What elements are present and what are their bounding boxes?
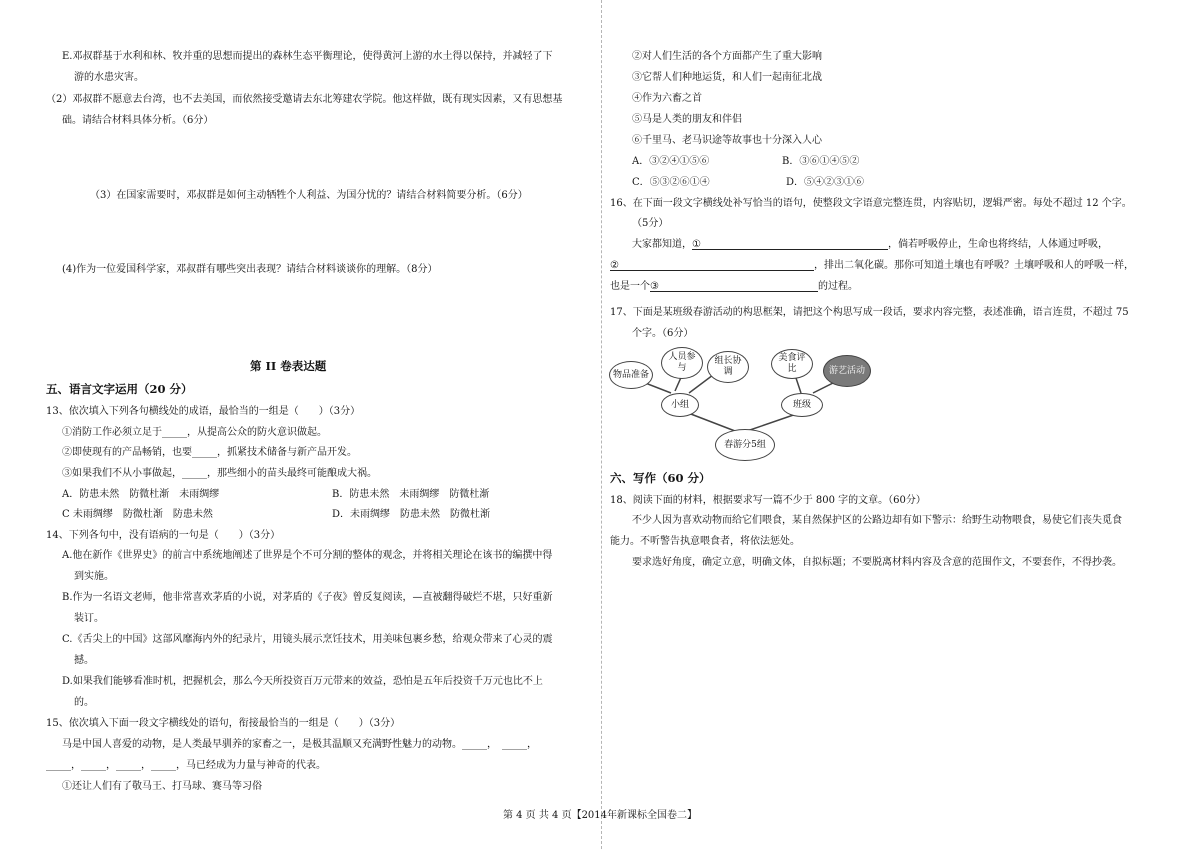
q14-option-c-line1: C.《舌尖上的中国》这部风靡海内外的纪录片，用镜头展示烹饪技术，用美味包裹乡愁，给观众带来了心灵的震 — [62, 634, 553, 645]
q12-part4: (4)作为一位爱国科学家，邓叔群有哪些突出表现？请结合材料谈谈你的理解。（8分） — [62, 264, 438, 275]
q17-stem-line2: 个字。（6分） — [632, 328, 694, 339]
q14-option-b-line2: 装订。 — [74, 613, 104, 624]
q14-option-d-line2: 的。 — [74, 697, 94, 708]
q13-stem: 13、依次填入下列各句横线处的成语，最恰当的一组是（ ）（3分） — [46, 406, 361, 417]
q14-stem: 14、下列各句中，没有语病的一句是（ ）（3分） — [46, 530, 281, 541]
q18-stem: 18、阅读下面的材料，根据要求写一篇不少于 800 字的文章。（60分） — [610, 495, 926, 506]
q18-material-line1: 不少人因为喜欢动物而给它们喂食，某自然保护区的公路边却有如下警示：给野生动物喂食，易使它们丧失觅食 — [632, 515, 1122, 526]
mindmap-node-root: 春游分5组 — [715, 429, 775, 461]
q12-option-e-line1: E.邓叔群基于水利和林、牧并重的思想而提出的森林生态平衡理论，使得黄河上游的水土得以保持，并减轻了下 — [62, 51, 553, 62]
q15-passage-line2: _____，_____，_____，_____，马已经成为力量与神奇的代表。 — [46, 760, 326, 771]
q13-option-c: C 未雨绸缪 防微杜渐 防患未然 — [62, 509, 213, 520]
q14-option-a-line2: 到实施。 — [74, 571, 114, 582]
q13-sentence-1: ①消防工作必须立足于_____，从提高公众的防火意识做起。 — [62, 427, 327, 438]
q15-item-5: ⑤马是人类的朋友和伴侣 — [632, 114, 742, 125]
q15-option-d: D．⑤④②③①⑥ — [786, 177, 865, 188]
q13-option-b: B．防患未然 未雨绸缪 防微杜渐 — [332, 489, 490, 500]
q18-material-line2: 能力。不听警告执意喂食者，将依法惩处。 — [610, 536, 800, 547]
q15-item-1: ①还让人们有了敬马王、打马球、赛马等习俗 — [62, 781, 262, 792]
q16-stem-line1: 16、在下面一段文字横线处补写恰当的语句，使整段文字语意完整连贯，内容贴切，逻辑严密。每处不超过 12 个字。 — [610, 198, 1132, 209]
mindmap-node-class: 班级 — [781, 393, 823, 417]
q13-option-d: D．未雨绸缪 防患未然 防微杜渐 — [332, 509, 491, 520]
mindmap-node-supplies: 物品准备 — [609, 361, 653, 389]
mindmap-node-games: 游艺活动 — [823, 355, 871, 387]
q12-part2-line1: （2）邓叔群不愿意去台湾，也不去美国，而依然接受邀请去东北筹建农学院。他这样做，既有现实因素，又有思想基 — [46, 94, 563, 105]
mindmap-node-food: 美食评比 — [771, 349, 813, 379]
q15-option-b: B．③⑥①④⑤② — [782, 156, 860, 167]
q14-option-a-line1: A.他在新作《世界史》的前言中系统地阐述了世界是个不可分割的整体的观念，并将相关理论在该书的编撰中得 — [62, 550, 553, 561]
mindmap-node-participants: 人员参与 — [661, 347, 703, 379]
q15-item-3: ③它帮人们种地运货，和人们一起南征北战 — [632, 72, 822, 83]
section-title: 第 II 卷表达题 — [250, 359, 327, 373]
q13-option-a: A．防患未然 防微杜渐 未雨绸缪 — [62, 489, 220, 500]
mindmap-node-leader: 组长协调 — [707, 351, 749, 383]
q14-option-d-line1: D.如果我们能够看准时机，把握机会，那么今天所投资百万元带来的效益，恐怕是五年后投资千万元也比不上 — [62, 676, 543, 687]
q16-passage-line3: 也是一个③ 的过程。 — [610, 281, 858, 292]
part5-title: 五、语言文字运用（20 分） — [46, 382, 193, 396]
q13-sentence-3: ③如果我们不从小事做起，_____，那些细小的苗头最终可能酿成大祸。 — [62, 468, 377, 479]
q12-part3: （3）在国家需要时，邓叔群是如何主动牺牲个人利益、为国分忧的？请结合材料简要分析。（6分） — [90, 190, 528, 201]
q14-option-b-line1: B.作为一名语文老师，他非常喜欢茅盾的小说，对茅盾的《子夜》曾反复阅读，—直被翻得破烂不堪，只好重新 — [62, 592, 553, 603]
q12-option-e-line2: 游的水患灾害。 — [74, 72, 144, 83]
q16-stem-line2: （5分） — [632, 218, 669, 229]
q16-blank-3[interactable]: ③ — [650, 280, 818, 292]
q15-item-4: ④作为六畜之首 — [632, 93, 702, 104]
q16-blank-2[interactable]: ② — [610, 259, 814, 271]
q17-stem-line1: 17、下面是某班级春游活动的构思框架，请把这个构思写成一段话，要求内容完整，表述准确，语言连贯，不超过 75 — [610, 307, 1129, 318]
q15-item-6: ⑥千里马、老马识途等故事也十分深入人心 — [632, 135, 822, 146]
q13-sentence-2: ②即使现有的产品畅销，也要_____，抓紧技术储备与新产品开发。 — [62, 447, 357, 458]
q15-option-a: A．③②④①⑤⑥ — [632, 156, 710, 167]
q18-requirements: 要求选好角度，确定立意，明确文体，自拟标题；不要脱离材料内容及含意的范围作文，不要套作，不得抄袭。 — [632, 557, 1122, 568]
q15-option-c: C．⑤③②⑥①④ — [632, 177, 710, 188]
part6-title: 六、写作（60 分） — [610, 471, 711, 485]
spring-outing-mindmap — [605, 345, 877, 461]
q15-stem: 15、依次填入下面一段文字横线处的语句，衔接最恰当的一组是（ ）（3分） — [46, 718, 401, 729]
q12-part2-line2: 础。请结合材料具体分析。（6分） — [62, 115, 214, 126]
q16-passage-line2: ② ，排出二氧化碳。那你可知道土壤也有呼吸？土壤呼吸和人的呼吸一样， — [610, 260, 1134, 271]
q15-item-2: ②对人们生活的各个方面都产生了重大影响 — [632, 51, 822, 62]
q16-passage-line1: 大家都知道，① ，倘若呼吸停止，生命也将终结，人体通过呼吸， — [632, 239, 1108, 250]
mindmap-node-group: 小组 — [661, 393, 699, 417]
q14-option-c-line2: 撼。 — [74, 655, 94, 666]
q15-passage-line1: 马是中国人喜爱的动物，是人类最早驯养的家畜之一，是极其温顺又充满野性魅力的动物。_____， _____， — [62, 739, 537, 750]
page-footer: 第 4 页 共 4 页【2014年新课标全国卷二】 — [502, 810, 698, 821]
q16-blank-1[interactable]: ① — [692, 238, 888, 250]
